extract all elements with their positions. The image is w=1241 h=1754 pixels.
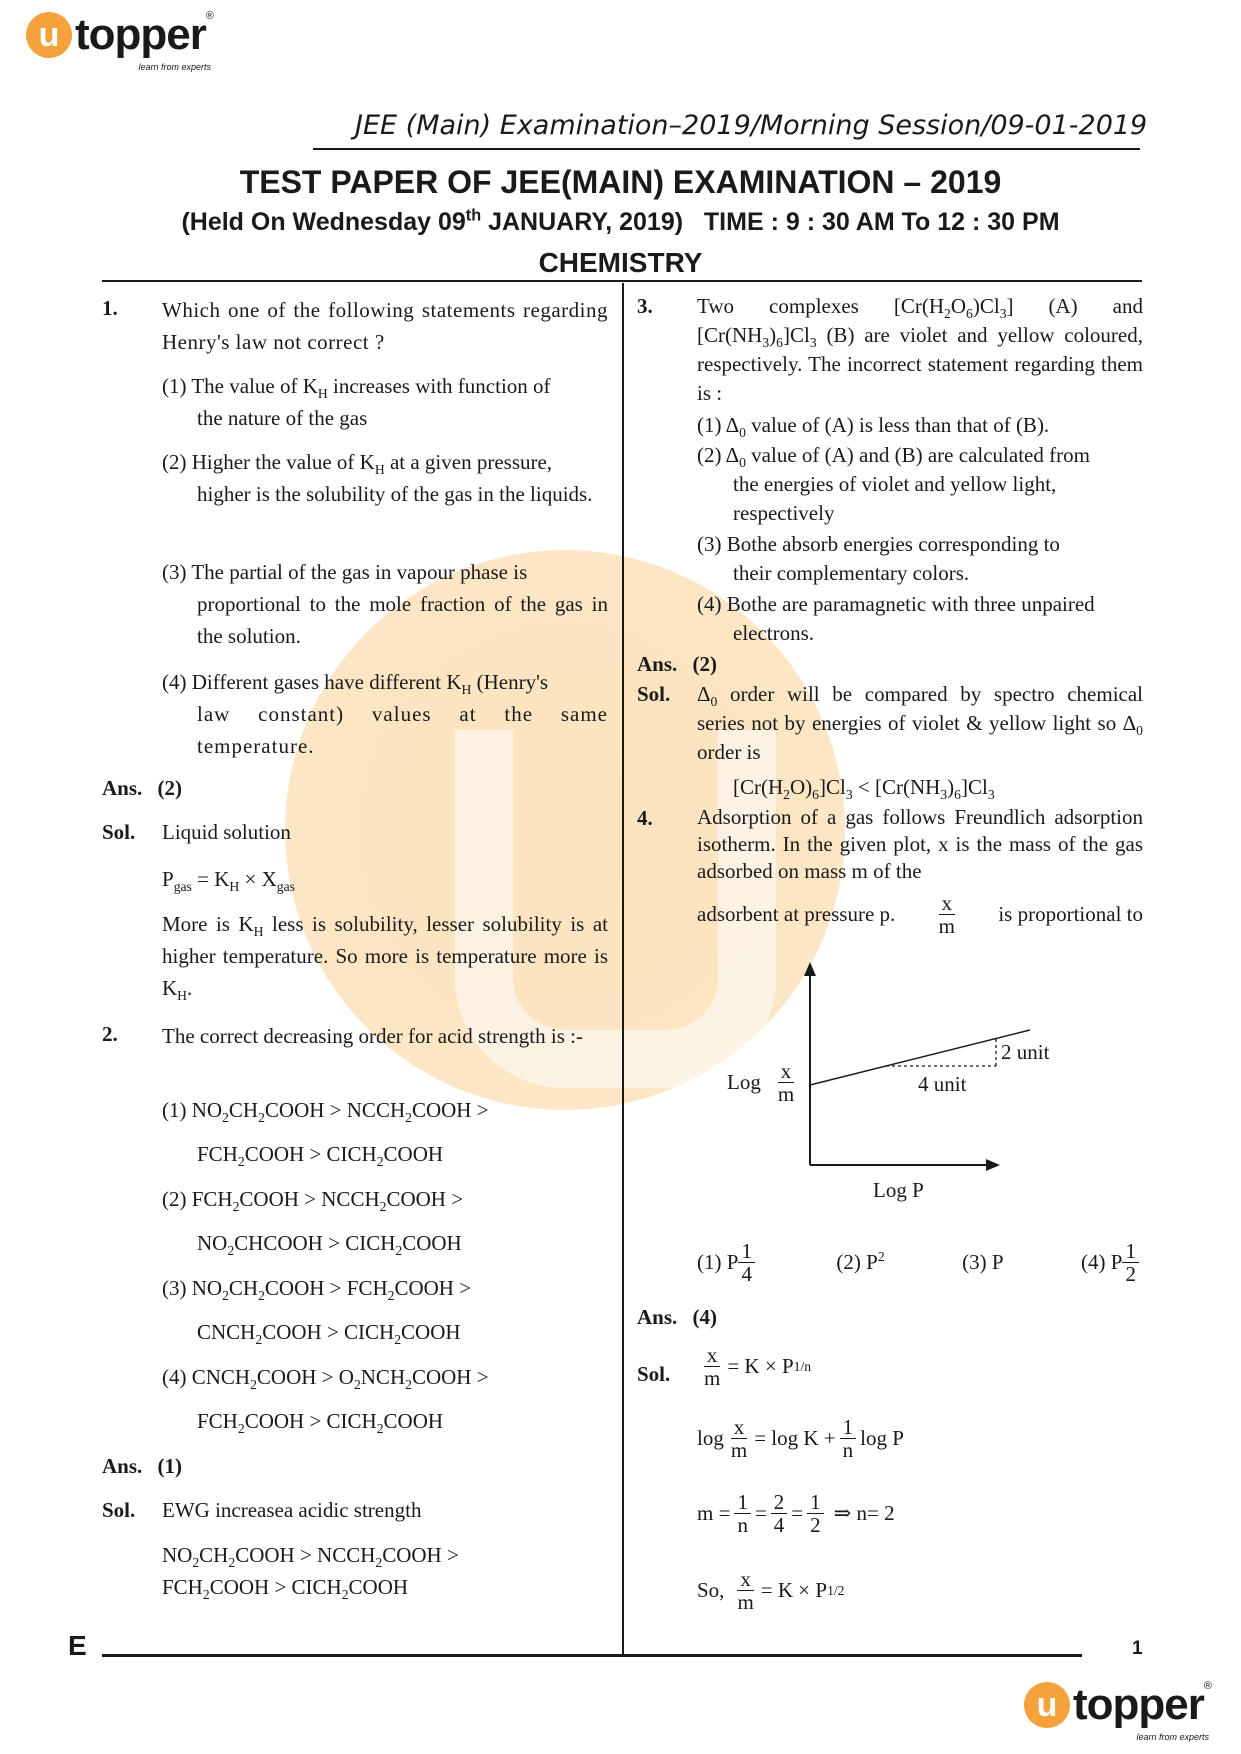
graph-ylabel: Log $\frac{x}{m}$	[727, 1059, 795, 1107]
q4-sol-label: Sol.	[637, 1362, 671, 1386]
y-axis-arrow	[804, 962, 816, 976]
q1-answer: Ans. (2)	[102, 776, 183, 800]
q1-sol-line-1: Liquid solution	[162, 820, 291, 844]
graph-rise-label: 2 unit	[1001, 1040, 1050, 1064]
q2-text: The correct decreasing order for acid strength is :-	[162, 1024, 583, 1048]
q2-option-1b: $FCH_2COOH$ > $CICH_2COOH$	[197, 1142, 444, 1169]
q3-option-1: (1) $\Delta_0$ value of (A) is less than that of (B).	[697, 413, 1050, 440]
q4-option-2: (2) $P^2$	[836, 1248, 885, 1275]
q1-option-1: (1) The value of $K_H$ increases with function of the nature of the gas	[162, 374, 551, 430]
q2-sol-line-1: EWG increasea acidic strength	[162, 1498, 422, 1522]
q3-answer: Ans. (2)	[637, 652, 718, 676]
q1-sol-label: Sol.	[102, 820, 136, 844]
footer-letter: E	[68, 1630, 87, 1661]
q1-option-3: (3) The partial of the gas in vapour phase is proportional to the mole fraction of the gas in the solution.	[162, 560, 608, 648]
page-title: TEST PAPER OF JEE(MAIN) EXAMINATION – 2019	[239, 164, 1002, 200]
held-info: (Held On Wednesday 09th JANUARY, 2019) TIME : 9 : 30 AM To 12 : 30 PM	[181, 206, 1060, 236]
x-axis-arrow	[986, 1159, 1000, 1171]
q3-sol-line-2: $[Cr(H_2O)_6]Cl_3 < [Cr(NH_3)_6]Cl_3$	[733, 775, 995, 802]
q3-sol-line-1: $\Delta_0$ order will be compared by spectro chemical series not by energies of violet & yellow light so $\Delta_0$ order is	[697, 682, 1143, 764]
column-divider	[622, 283, 624, 1655]
q1-sol-line-2: $P_{gas} = K_H \times X_{gas}$	[162, 867, 295, 894]
q4-sol-line-3: m = $\frac{1}{n}$ = $\frac{2}{4}$ = $\frac{1}{2}$ ⇒ n= 2	[697, 1490, 895, 1538]
q2-option-4b: $FCH_2COOH$ > $CICH_2COOH$	[197, 1409, 444, 1436]
header-rule	[313, 148, 1140, 150]
q4-text: Adsorption of a gas follows Freundlich adsorption isotherm. In the given plot, x is the mass of the gas adsorbed on mass m of the	[697, 805, 1143, 883]
q4-option-4: (4) P $\frac{1}{2}$	[1081, 1240, 1143, 1285]
brand-logo-bottom: u topper® learn from experts	[1024, 1680, 1211, 1730]
q4-sol-line-1: $\frac{x}{m}$ = K × P 1/n	[704, 1343, 812, 1391]
brand-logo-mark: u	[26, 12, 72, 58]
q4-number: 4.	[637, 806, 653, 830]
q2-option-2b: $NO_2CHCOOH$ > $CICH_2COOH$	[197, 1231, 462, 1258]
q4-options	[697, 1240, 1143, 1285]
q1-option-2: (2) Higher the value of $K_H$ at a given pressure, higher is the solubility of the gas in the liquids.	[162, 450, 593, 506]
q2-option-3b: $CNCH_2COOH$ > $CICH_2COOH$	[197, 1320, 461, 1347]
brand-logo-mark-bottom: u	[1024, 1682, 1070, 1728]
page-number: 1	[1132, 1638, 1143, 1659]
q4-text-2: adsorbent at pressure p. $\frac{x}{m}$ is proportional to	[697, 891, 1143, 939]
q3-option-3: (3) Bothe absorb energies corresponding to their complementary colors.	[697, 532, 1060, 585]
q2-option-4a: (4) $CNCH_2COOH$ > $O_2NCH_2COOH$ >	[162, 1365, 489, 1392]
q1-sol-line-3: More is $K_H$ less is solubility, lesser solubility is at higher temperature. So more is temperature more is $K_H$.	[162, 912, 608, 1003]
q4-option-3: (3) P	[962, 1250, 1004, 1275]
q4-sol-line-2: log $\frac{x}{m}$ = log K + $\frac{1}{n}$ log P	[697, 1415, 904, 1463]
q2-number: 2.	[102, 1022, 118, 1046]
q1-number: 1.	[102, 296, 118, 320]
q3-option-2: (2) $\Delta_0$ value of (A) and (B) are calculated from the energies of violet and yellow light, respectively	[697, 443, 1090, 525]
q4-answer: Ans. (4)	[637, 1305, 718, 1329]
q4-option-1: (1) P $\frac{1}{4}$	[697, 1240, 759, 1285]
graph-run-label: 4 unit	[918, 1072, 967, 1096]
subject-title: CHEMISTRY	[538, 247, 703, 278]
q1-text: Which one of the following statements regarding Henry's law not correct ?	[162, 298, 608, 354]
q2-answer: Ans. (1)	[102, 1454, 183, 1478]
brand-name: topper	[75, 10, 206, 59]
brand-tagline: learn from experts	[138, 62, 211, 72]
q2-option-3a: (3) $NO_2CH_2COOH$ > $FCH_2COOH$ >	[162, 1276, 472, 1303]
brand-logo: u topper® learn from experts	[26, 10, 213, 60]
q3-text: Two complexes $[Cr(H_2O_6)Cl_3]$ (A) and $[Cr(NH_3)_6]Cl_3$ (B) are violet and yellow coloured, respectively. The incorrect statement regarding them is :	[697, 294, 1144, 405]
q4-fraction-x-m: $\frac{x}{m}$	[938, 891, 955, 939]
q3-sol-label: Sol.	[637, 682, 671, 706]
q1-option-4: (4) Different gases have different $K_H$ (Henry's law constant) values at the same temperature.	[162, 670, 608, 758]
q2-sol-line-3: $FCH_2COOH$ > $CICH_2COOH$	[162, 1575, 409, 1602]
footer-rule	[102, 1654, 1082, 1657]
graph-xlabel: Log P	[873, 1178, 924, 1202]
q4-sol-line-4: So, $\frac{x}{m}$ = K × P 1/2	[697, 1567, 845, 1615]
top-rule	[102, 280, 1142, 282]
q2-sol-label: Sol.	[102, 1498, 136, 1522]
q3-number: 3.	[637, 294, 653, 318]
q2-option-1a: (1) $NO_2CH_2COOH$ > $NCCH_2COOH$ >	[162, 1098, 489, 1125]
q2-option-2a: (2) $FCH_2COOH$ > $NCCH_2COOH$ >	[162, 1187, 464, 1214]
q3-option-4: (4) Bothe are paramagnetic with three unpaired electrons.	[697, 592, 1095, 645]
q2-sol-line-2: $NO_2CH_2COOH$ > $NCCH_2COOH$ >	[162, 1543, 459, 1570]
session-line: JEE (Main) Examination–2019/Morning Session/09-01-2019	[355, 110, 1148, 141]
